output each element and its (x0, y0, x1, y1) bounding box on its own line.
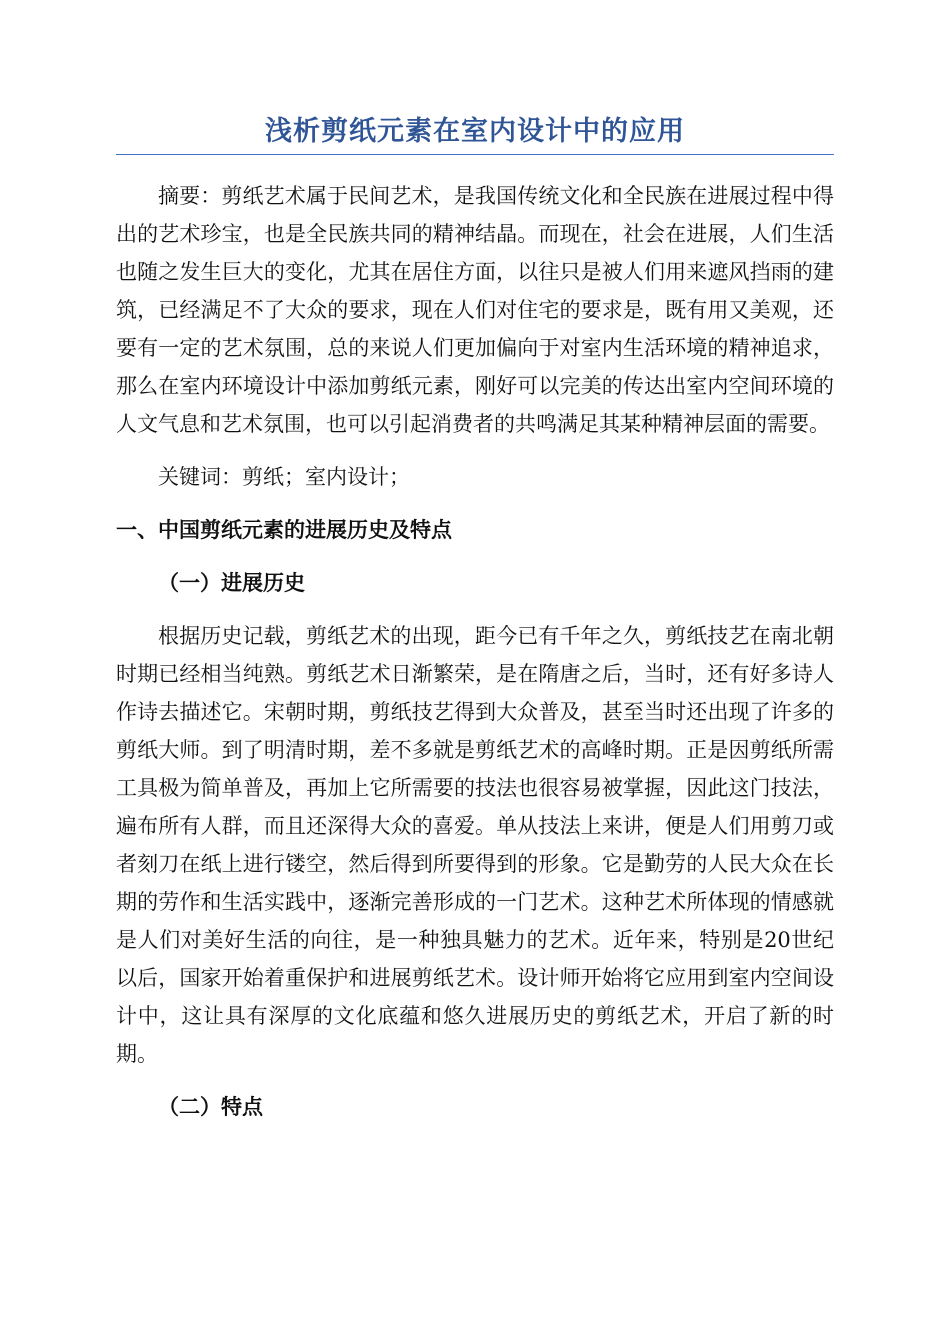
abstract-paragraph: 摘要：剪纸艺术属于民间艺术，是我国传统文化和全民族在进展过程中得出的艺术珍宝，也是全民族共同的精神结晶。而现在，社会在进展，人们生活也随之发生巨大的变化，尤其在居住方面，以往只是被人们用来遮风挡雨的建筑，已经满足不了大众的要求，现在人们对住宅的要求是，既有用又美观，还要有一定的艺术氛围，总的来说人们更加偏向于对室内生活环境的精神追求，那么在室内环境设计中添加剪纸元素，刚好可以完美的传达出室内空间环境的人文气息和艺术氛围，也可以引起消费者的共鸣满足其某种精神层面的需要。 (116, 184, 834, 436)
document-title: 浅析剪纸元素在室内设计中的应用 (116, 112, 834, 155)
subsection-heading-history: （一）进展历史 (158, 570, 305, 595)
subsection-heading-features: （二）特点 (158, 1094, 263, 1119)
history-paragraph: 根据历史记载，剪纸艺术的出现，距今已有千年之久，剪纸技艺在南北朝时期已经相当纯熟。剪纸艺术日渐繁荣，是在隋唐之后，当时，还有好多诗人作诗去描述它。宋朝时期，剪纸技艺得到大众普及，甚至当时还出现了许多的剪纸大师。到了明清时期，差不多就是剪纸艺术的高峰时期。正是因剪纸所需工具极为简单普及，再加上它所需要的技法也很容易被掌握，因此这门技法，遍布所有人群，而且还深得大众的喜爱。单从技法上来讲，便是人们用剪刀或者刻刀在纸上进行镂空，然后得到所要得到的形象。它是勤劳的人民大众在长期的劳作和生活实践中，逐渐完善形成的一门艺术。这种艺术所体现的情感就是人们对美好生活的向往，是一种独具魅力的艺术。近年来，特别是20世纪以后，国家开始着重保护和进展剪纸艺术。设计师开始将它应用到室内空间设计中，这让具有深厚的文化底蕴和悠久进展历史的剪纸艺术，开启了新的时期。 (116, 624, 834, 1066)
section-heading-1: 一、中国剪纸元素的进展历史及特点 (116, 518, 452, 542)
keywords-line: 关键词：剪纸；室内设计； (158, 465, 410, 489)
